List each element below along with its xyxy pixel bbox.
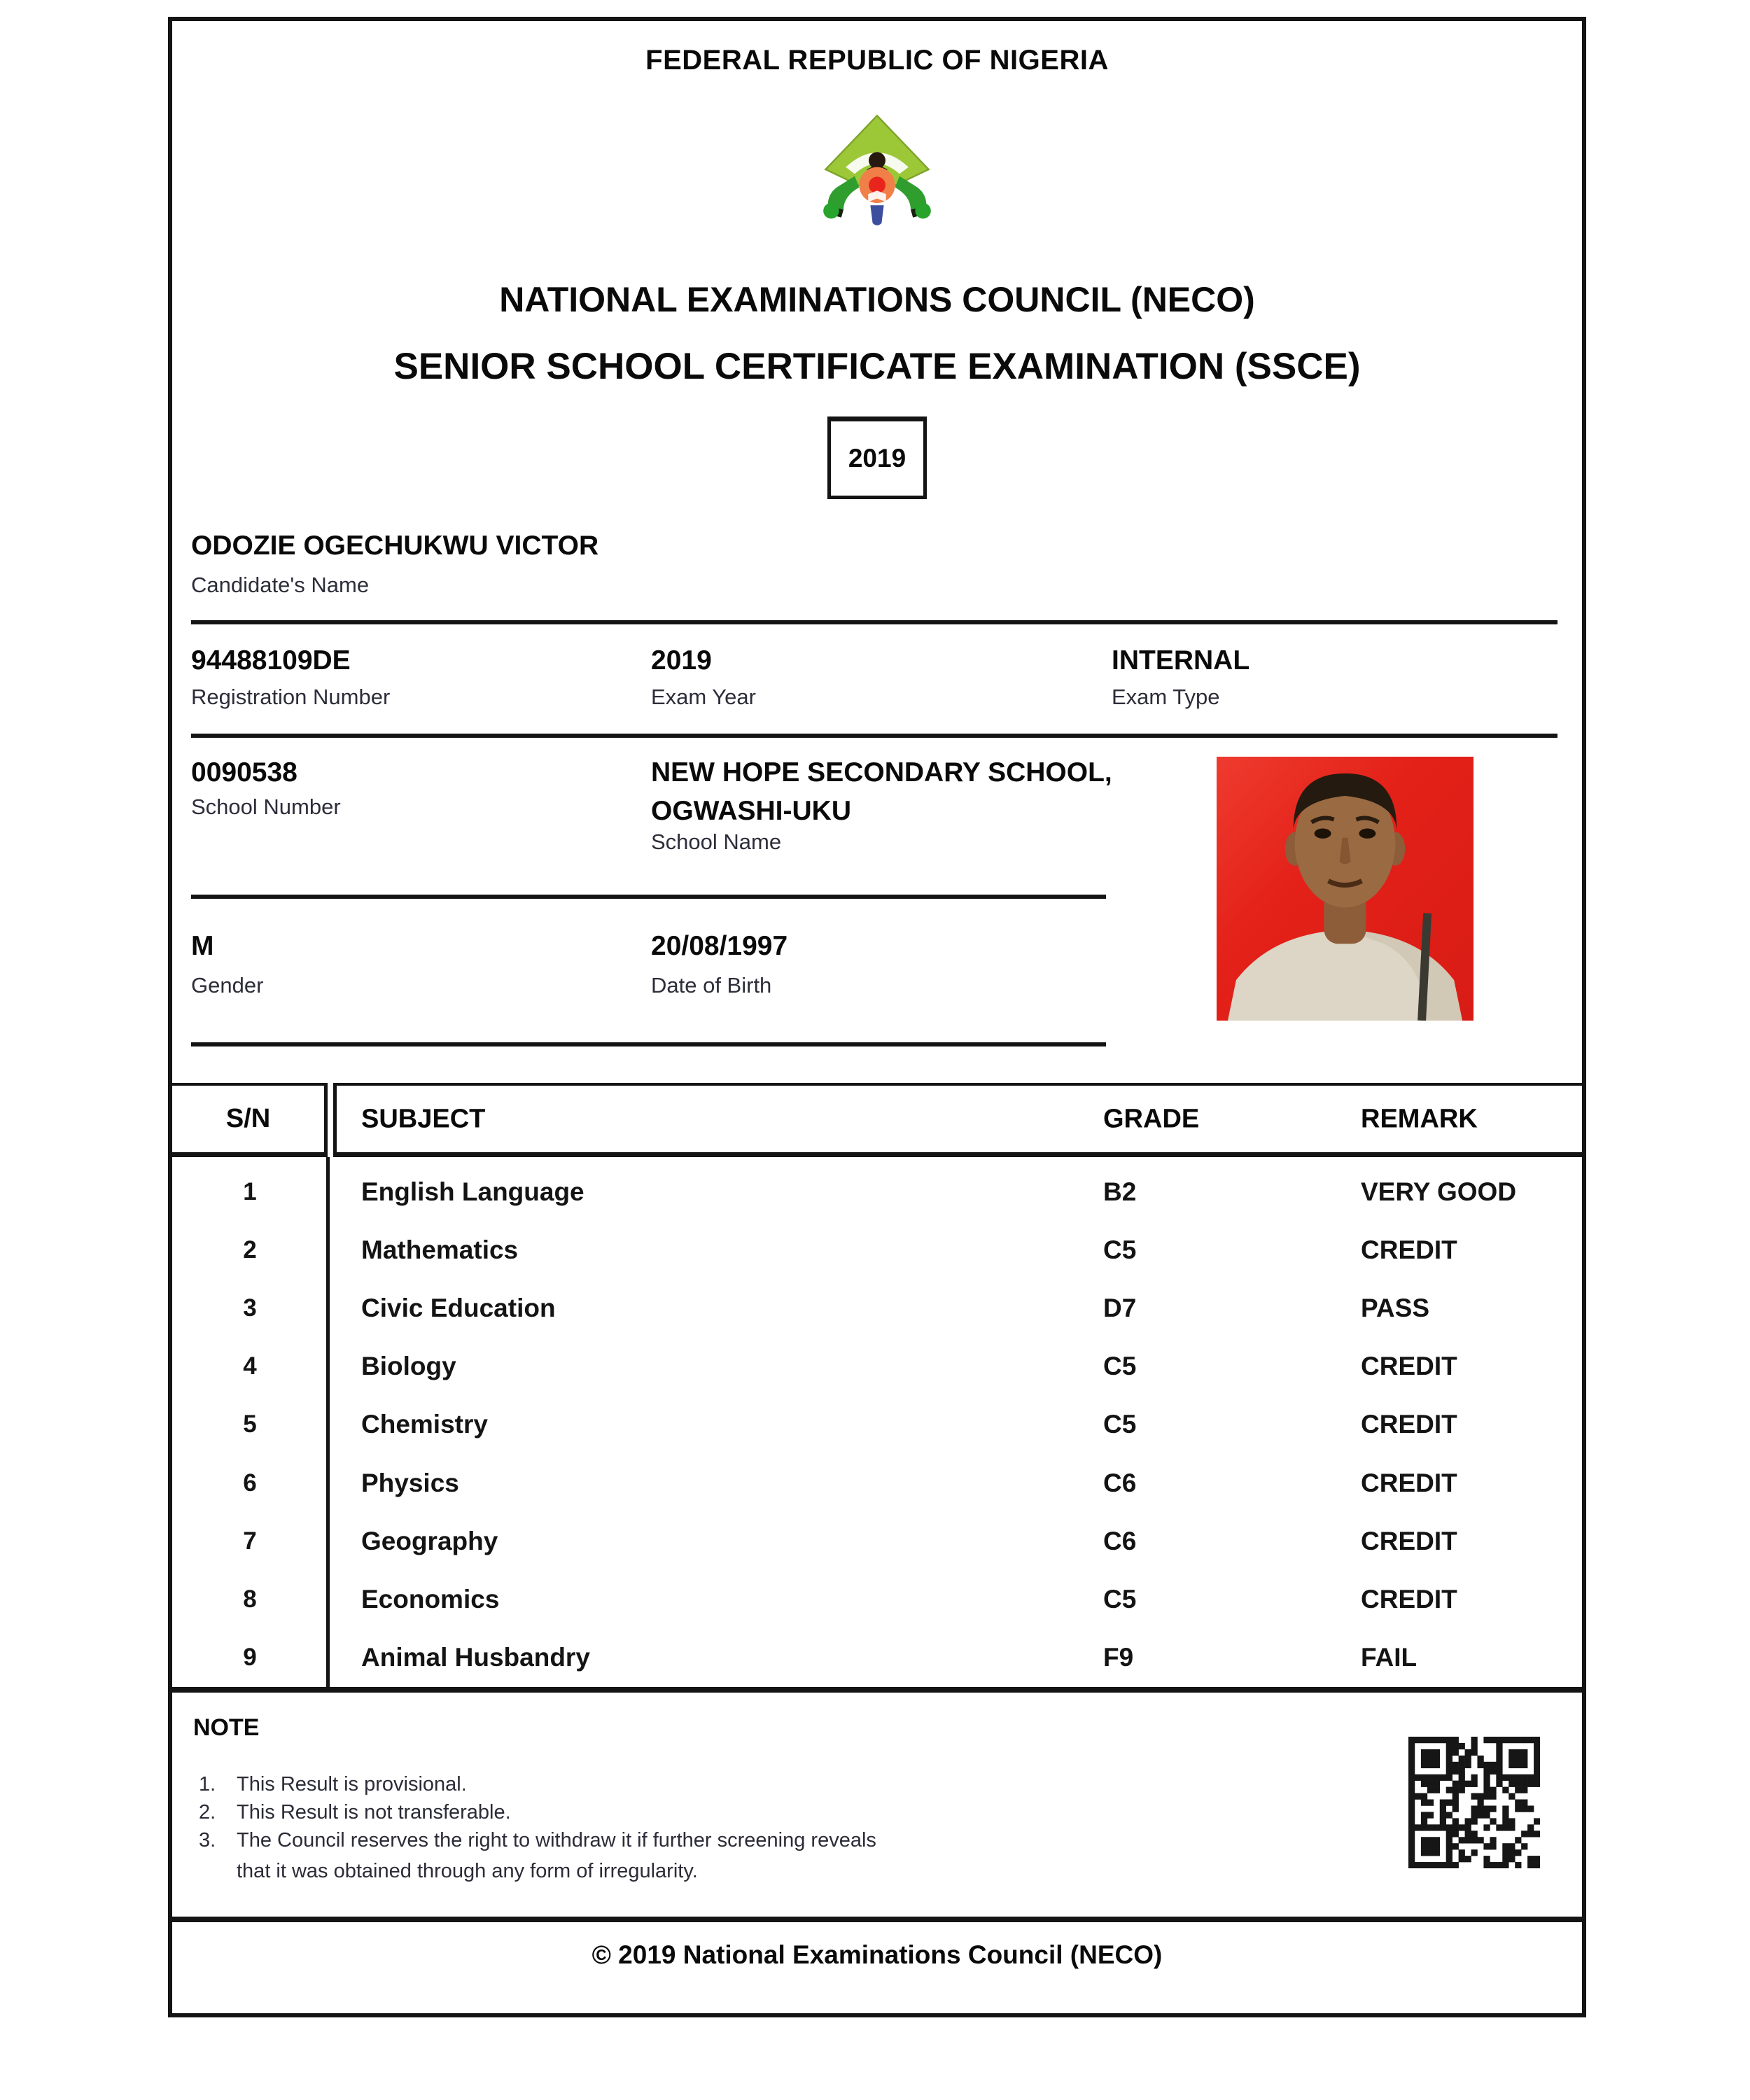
qr-code [1408,1737,1540,1868]
exam-title: SENIOR SCHOOL CERTIFICATE EXAMINATION (SSCE) [393,346,1361,387]
row-sn: 7 [243,1527,257,1555]
table-header-main [333,1083,1582,1157]
exam-type-value: INTERNAL [1112,645,1250,676]
row-subject: Animal Husbandry [361,1643,590,1672]
row-remark: CREDIT [1361,1235,1457,1264]
date-of-birth-label: Date of Birth [651,973,772,997]
certificate-document [168,17,1586,2017]
table-row [172,1629,1582,1687]
table-header-sn [172,1083,328,1157]
row-subject: Biology [361,1352,456,1381]
school-number-label: School Number [191,794,341,819]
row-remark: CREDIT [1361,1526,1457,1555]
row-grade: C5 [1103,1352,1137,1381]
note-title: NOTE [193,1714,260,1741]
note-item-text: This Result is provisional. [237,1773,467,1795]
row-remark: VERY GOOD [1361,1177,1517,1206]
note-item [199,1857,876,1885]
row-remark: FAIL [1361,1643,1418,1672]
candidate-name-label: Candidate's Name [191,573,370,597]
school-name-label: School Name [651,830,782,854]
row-remark: CREDIT [1361,1468,1457,1497]
table-header-remark-label: REMARK [1361,1104,1478,1133]
row-subject: English Language [361,1177,584,1206]
row-subject: Mathematics [361,1235,519,1264]
row-subject: Geography [361,1526,498,1555]
divider-line [191,734,1558,738]
gender-label: Gender [191,973,264,997]
note-item-number: 1. [199,1773,216,1795]
note-item-number: 2. [199,1801,216,1823]
exam-type-label: Exam Type [1112,685,1220,709]
row-grade: C5 [1103,1585,1137,1614]
note-item [199,1770,876,1798]
note-item-text: The Council reserves the right to withdraw it if further screening reveals [237,1829,876,1851]
gender-value: M [191,931,214,961]
row-sn: 2 [243,1236,257,1264]
table-row [172,1163,1582,1221]
school-name-line1: NEW HOPE SECONDARY SCHOOL, [651,757,1112,788]
exam-year-badge [827,416,927,499]
table-header-sn-label: S/N [225,1104,271,1133]
row-sn: 4 [243,1352,257,1380]
row-remark: PASS [1361,1294,1430,1323]
row-sn: 3 [243,1294,257,1322]
country-title: FEDERAL REPUBLIC OF NIGERIA [645,45,1109,76]
row-grade: C6 [1103,1468,1137,1497]
registration-number-value: 94488109DE [191,645,351,676]
row-grade: F9 [1103,1643,1134,1672]
table-row [172,1279,1582,1337]
table-header-grade-label: GRADE [1103,1104,1200,1133]
divider-line [191,895,1106,899]
row-remark: CREDIT [1361,1352,1457,1381]
results-table-body [172,1157,1582,1687]
row-remark: CREDIT [1361,1585,1457,1614]
note-list [199,1770,876,1885]
table-bottom-rule [172,1687,1582,1693]
row-grade: B2 [1103,1177,1137,1206]
note-item-text: that it was obtained through any form of irregularity. [237,1860,698,1882]
row-sn: 8 [243,1586,257,1614]
row-grade: C6 [1103,1526,1137,1555]
footer-copyright: © 2019 National Examinations Council (NECO) [592,1940,1163,1969]
row-sn: 1 [243,1177,257,1205]
exam-year-label: Exam Year [651,685,756,709]
date-of-birth-value: 20/08/1997 [651,931,788,961]
candidate-name-value: ODOZIE OGECHUKWU VICTOR [191,531,599,561]
row-subject: Civic Education [361,1294,556,1323]
note-item-text: This Result is not transferable. [237,1801,511,1823]
exam-year-value: 2019 [651,645,712,676]
table-column-divider [326,1157,330,1687]
note-item-number [199,1857,237,1885]
row-sn: 9 [243,1644,257,1672]
note-item-number: 3. [199,1829,216,1851]
school-number-value: 0090538 [191,757,298,788]
table-row [172,1571,1582,1629]
divider-line [191,1042,1106,1046]
row-grade: D7 [1103,1294,1137,1323]
exam-year-badge-text: 2019 [848,444,906,472]
note-item [199,1826,876,1854]
table-row [172,1338,1582,1396]
table-row [172,1221,1582,1279]
row-subject: Economics [361,1585,500,1614]
row-grade: C5 [1103,1235,1137,1264]
table-row [172,1512,1582,1570]
table-header-subject-label: SUBJECT [361,1104,486,1133]
council-title: NATIONAL EXAMINATIONS COUNCIL (NECO) [499,280,1255,319]
school-name-line2: OGWASHI-UKU [651,796,851,826]
divider-line [191,620,1558,624]
footer-top-rule [172,1917,1582,1922]
candidate-photo [1217,757,1474,1021]
row-grade: C5 [1103,1410,1137,1439]
neco-logo-icon [821,113,933,242]
registration-number-label: Registration Number [191,685,391,709]
row-sn: 6 [243,1469,257,1497]
note-item [199,1798,876,1826]
row-remark: CREDIT [1361,1410,1457,1439]
row-subject: Physics [361,1468,459,1497]
row-subject: Chemistry [361,1410,488,1439]
row-sn: 5 [243,1410,257,1438]
table-row [172,1454,1582,1512]
table-row [172,1396,1582,1454]
